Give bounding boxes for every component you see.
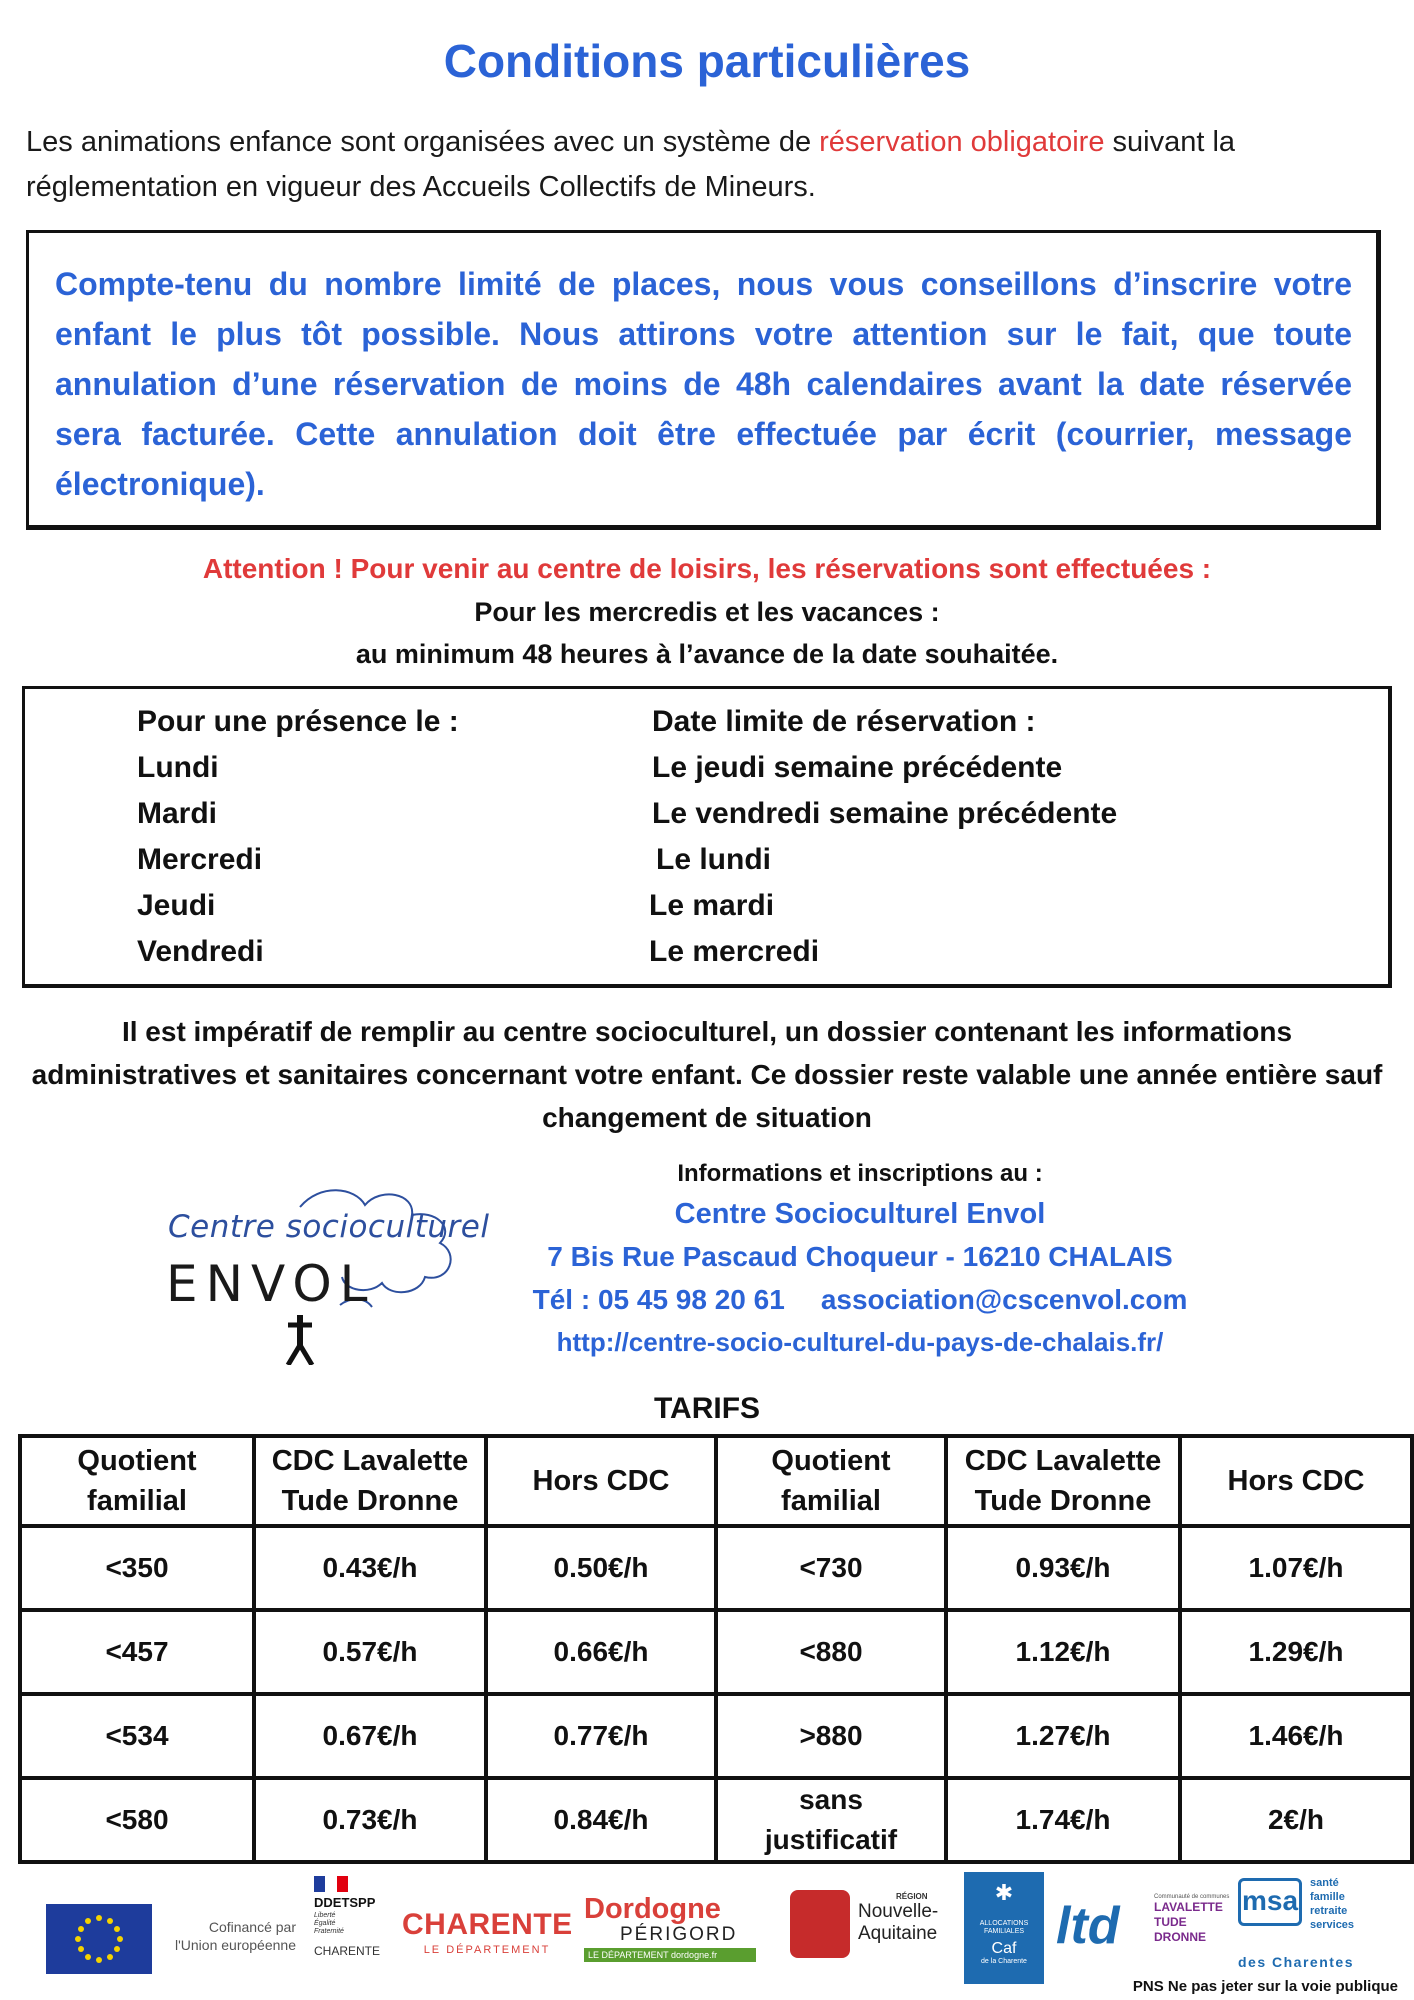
attention-heading: Attention ! Pour venir au centre de loisirs, les réservations sont effectuées :	[202, 553, 1212, 584]
envol-logo	[150, 1165, 490, 1365]
table-cell: 2€/h	[1180, 1778, 1412, 1862]
footer-logos	[0, 1868, 1414, 2000]
table-cell: 0.43€/h	[254, 1526, 486, 1610]
table-cell: 1.46€/h	[1180, 1694, 1412, 1778]
table-cell: 1.29€/h	[1180, 1610, 1412, 1694]
table-cell: 0.84€/h	[486, 1778, 716, 1862]
table-row	[20, 1778, 1412, 1862]
table-cell: <580	[20, 1778, 254, 1862]
intro-highlight: réservation obligatoire	[819, 126, 1105, 158]
schedule-row	[25, 751, 1388, 797]
caf-family-icon: ✱	[994, 1880, 1014, 1905]
region-logo: RÉGION Nouvelle- Aquitaine	[858, 1892, 939, 1944]
schedule-header-right: Date limite de réservation :	[652, 705, 1036, 738]
schedule-limit: Le lundi	[656, 843, 771, 876]
schedule-row	[25, 843, 1388, 889]
ddetspp-logo: DDETSPP Liberté Égalité Fraternité CHARENTE	[314, 1876, 394, 1958]
charente-logo: CHARENTE LE DÉPARTEMENT	[402, 1908, 573, 1956]
msa-sub: des Charentes	[1238, 1954, 1354, 1970]
table-cell: 0.73€/h	[254, 1778, 486, 1862]
table-cell: 1.27€/h	[946, 1694, 1180, 1778]
table-row	[20, 1610, 1412, 1694]
tarifs-header-cell: Quotient familial	[716, 1436, 946, 1526]
tarifs-header-cell: Quotient familial	[20, 1436, 254, 1526]
table-cell: 0.66€/h	[486, 1610, 716, 1694]
table-cell: 0.67€/h	[254, 1694, 486, 1778]
schedule-limit: Le jeudi semaine précédente	[652, 751, 1063, 784]
table-cell: <457	[20, 1610, 254, 1694]
table-cell: 1.12€/h	[946, 1610, 1180, 1694]
schedule-day: Mardi	[137, 797, 218, 830]
page-title: Conditions particulières	[443, 35, 971, 87]
schedule-day: Mercredi	[137, 843, 263, 876]
tarifs-title: TARIFS	[653, 1392, 761, 1425]
schedule-row	[25, 935, 1388, 981]
info-website[interactable]: http://centre-socio-culturel-du-pays-de-chalais.fr/	[556, 1327, 1164, 1357]
info-contact	[480, 1284, 1240, 1316]
schedule-header-left: Pour une présence le :	[137, 705, 459, 738]
imperative-paragraph: Il est impératif de remplir au centre socioculturel, un dossier contenant les informations administratives et sanitaires concernant votre enfant. Ce dossier reste valable une année entière sauf changement de situation	[31, 1016, 1383, 1133]
table-cell: <730	[716, 1526, 946, 1610]
table-row	[20, 1694, 1412, 1778]
tarifs-header-cell: CDC Lavalette Tude Dronne	[946, 1436, 1180, 1526]
table-cell: 0.50€/h	[486, 1526, 716, 1610]
schedule-day: Vendredi	[137, 935, 264, 968]
table-cell: 1.74€/h	[946, 1778, 1180, 1862]
schedule-limit: Le mardi	[649, 889, 775, 922]
intro-text-1: Les animations enfance sont organisées avec un système de	[26, 126, 820, 158]
tarifs-header-cell: CDC Lavalette Tude Dronne	[254, 1436, 486, 1526]
msa-tagline: santé famille retraite services	[1310, 1877, 1355, 1931]
ltd-logo-text: Communauté de communes LAVALETTE TUDE DRONNE	[1154, 1894, 1230, 1944]
tarifs-header-row	[20, 1436, 1412, 1526]
table-cell: <880	[716, 1610, 946, 1694]
french-flag-icon	[314, 1876, 348, 1892]
intro-paragraph	[26, 120, 1396, 210]
msa-logo-icon: msa	[1238, 1878, 1302, 1926]
info-heading: Informations et inscriptions au :	[677, 1160, 1043, 1187]
notice-text: Compte-tenu du nombre limité de places, nous vous conseillons d’inscrire votre enfant le plus tôt possible. Nous attirons votre attention sur le fait, que toute annulation d’une réservation de moins de 48h calendaires avant la date réservée sera facturée. Cette annulation doit être effectuée par écrit (courrier, message électronique).	[55, 266, 1352, 502]
table-cell: 0.57€/h	[254, 1610, 486, 1694]
schedule-limit: Le mercredi	[649, 935, 820, 968]
schedule-limit: Le vendredi semaine précédente	[652, 797, 1118, 830]
table-cell: 1.07€/h	[1180, 1526, 1412, 1610]
dordogne-logo: Dordogne PÉRIGORD LE DÉPARTEMENT dordogne.fr	[584, 1894, 784, 1962]
notice-box	[26, 230, 1381, 530]
table-cell: <350	[20, 1526, 254, 1610]
table-cell: 0.77€/h	[486, 1694, 716, 1778]
info-phone: Tél : 05 45 98 20 61	[532, 1284, 785, 1315]
schedule-row	[25, 889, 1388, 935]
info-address: 7 Bis Rue Pascaud Choqueur - 16210 CHALAIS	[547, 1241, 1173, 1272]
envol-logo-line2: ENVOL	[166, 1255, 376, 1313]
info-centre-name: Centre Socioculturel Envol	[674, 1198, 1046, 1230]
table-cell: >880	[716, 1694, 946, 1778]
envol-logo-line1: Centre socioculturel	[168, 1209, 490, 1245]
schedule-day: Lundi	[137, 751, 219, 784]
schedule-row	[25, 797, 1388, 843]
table-cell: 0.93€/h	[946, 1526, 1180, 1610]
info-email[interactable]: association@cscenvol.com	[820, 1284, 1188, 1315]
ltd-logo-mark: ltd	[1056, 1897, 1120, 1955]
pns-notice: PNS Ne pas jeter sur la voie publique	[1132, 1978, 1398, 1995]
intro-text-2: suivant la réglementation en vigueur des Accueils Collectifs de Mineurs.	[26, 126, 1236, 203]
schedule-day: Jeudi	[137, 889, 216, 922]
eu-flag-icon	[46, 1904, 152, 1974]
attention-subline-2: au minimum 48 heures à l’avance de la date souhaitée.	[355, 639, 1059, 669]
tarifs-header-cell: Hors CDC	[486, 1436, 716, 1526]
table-cell: sans justificatif	[716, 1778, 946, 1862]
region-crest-icon	[790, 1890, 850, 1958]
table-row	[20, 1526, 1412, 1610]
schedule-box	[22, 686, 1392, 988]
tarifs-header-cell: Hors CDC	[1180, 1436, 1412, 1526]
eu-caption: Cofinancé par l'Union européenne	[175, 1919, 296, 1953]
table-cell: <534	[20, 1694, 254, 1778]
caf-logo: ✱ ALLOCATIONS FAMILIALES Caf de la Charente	[964, 1872, 1044, 1984]
attention-subline-1: Pour les mercredis et les vacances :	[474, 597, 940, 627]
tarifs-table	[18, 1434, 1414, 1864]
schedule-header	[25, 705, 1388, 751]
